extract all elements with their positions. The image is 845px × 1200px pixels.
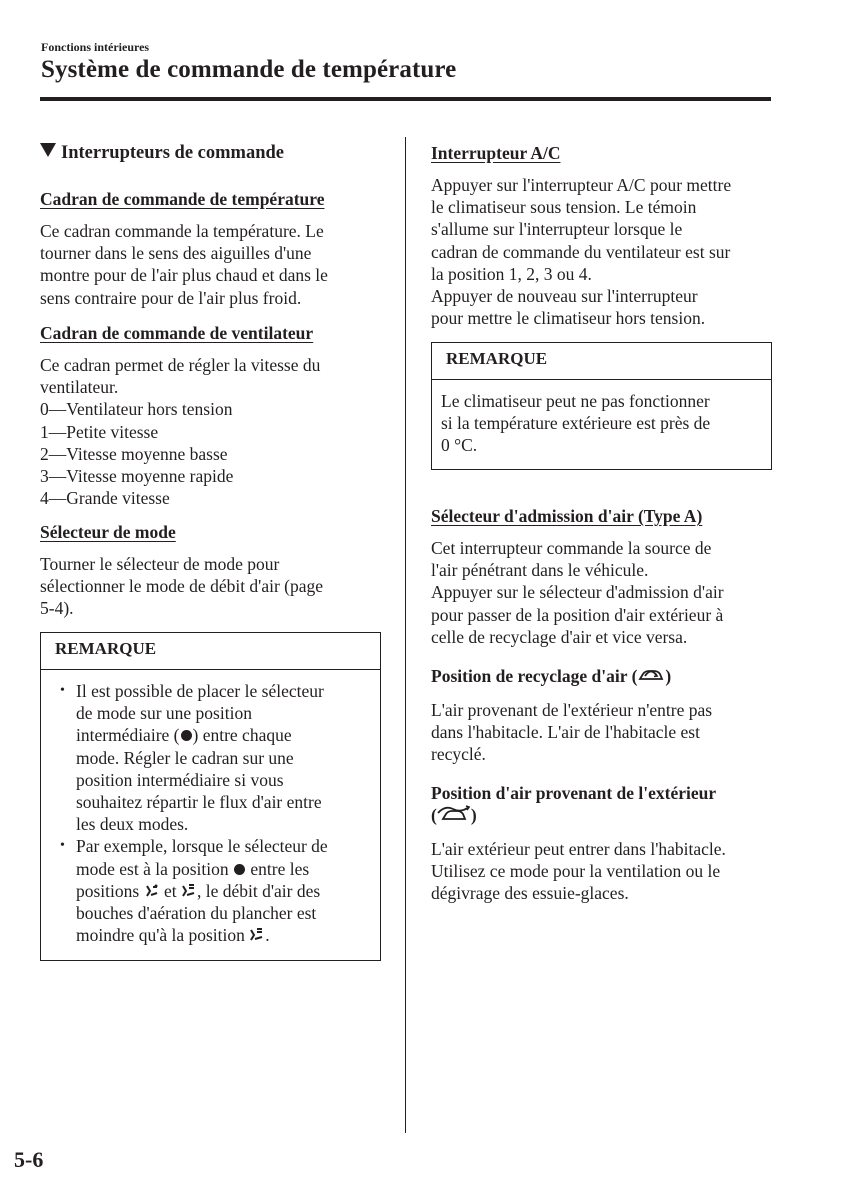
text-line: souhaitez répartir le flux d'air entre (76, 792, 322, 813)
outside-air-heading (431, 782, 772, 826)
text-line: de mode sur une position (76, 703, 252, 724)
mode-selector-heading: Sélecteur de mode (40, 522, 176, 542)
text-line: le climatiseur sous tension. Le témoin (431, 197, 697, 218)
text-line: l'air pénétrant dans le véhicule. (431, 560, 649, 581)
text-line: sens contraire pour de l'air plus froid. (40, 287, 302, 308)
text-fragment: mode est à la position (76, 858, 229, 879)
text-line: • Par exemple, lorsque le sélecteur de (76, 836, 328, 857)
recirc-text (431, 699, 772, 766)
intake-text (431, 537, 772, 648)
temp-dial-heading: Cadran de commande de température (40, 189, 325, 209)
floor-vent-icon (144, 883, 160, 899)
text-line: 5-4). (40, 598, 74, 619)
section-heading-text: Interrupteurs de commande (61, 143, 285, 163)
floor-defrost-vent-icon (181, 883, 197, 899)
intake-block (431, 505, 772, 648)
text-line: cadran de commande du ventilateur est sur (431, 241, 731, 262)
filled-dot-icon (181, 730, 192, 741)
temp-dial-text (40, 220, 381, 309)
section-heading (40, 143, 284, 164)
outside-air-block (431, 782, 772, 905)
text-line: Position d'air provenant de l'extérieur (431, 783, 717, 803)
text-line: pour passer de la position d'air extérieur à (431, 604, 724, 625)
text-fragment: et (163, 880, 177, 901)
text-line: position intermédiaire si vous (76, 769, 284, 790)
text-line: Le climatiseur peut ne pas fonctionner (441, 391, 710, 411)
title-rule (40, 97, 771, 101)
recirc-block (431, 665, 772, 766)
text-line: bouches d'aération du plancher est (76, 903, 317, 924)
text-line: 0 °C. (441, 435, 478, 456)
outside-air-text (431, 838, 772, 905)
text-fragment: ) entre chaque (192, 725, 292, 746)
fan-dial-heading: Cadran de commande de ventilateur (40, 323, 314, 343)
text-line: mode. Régler le cadran sur une (76, 747, 294, 768)
text-line: si la température extérieure est près de (441, 413, 711, 434)
page-number: 5-6 (14, 1147, 44, 1172)
text-line: Utilisez ce mode pour la ventilation ou le (431, 861, 721, 882)
text-line: dans l'habitacle. L'air de l'habitacle est (431, 722, 700, 743)
intake-heading: Sélecteur d'admission d'air (Type A) (431, 506, 703, 526)
text-fragment: ) (665, 666, 672, 686)
text-fragment: positions (76, 880, 140, 901)
note-bullet (55, 835, 368, 946)
fan-speed-item: 1—Petite vitesse (40, 421, 159, 442)
text-line (76, 924, 368, 946)
text-line: tourner dans le sens des aiguilles d'une (40, 243, 312, 264)
text-fragment: Position de recyclage d'air ( (431, 666, 638, 686)
note-title: REMARQUE (432, 343, 771, 380)
text-line (431, 804, 772, 826)
column-divider (405, 137, 406, 1133)
text-fragment: moindre qu'à la position (76, 925, 245, 946)
text-line: pour mettre le climatiseur hors tension. (431, 308, 706, 329)
mode-selector-block (40, 521, 381, 620)
filled-dot-icon (234, 864, 245, 875)
note-bullet-list (55, 680, 368, 946)
recirculation-car-icon (637, 666, 665, 684)
text-line: celle de recyclage d'air et vice versa. (431, 626, 688, 647)
text-line: Ce cadran permet de régler la vitesse du (40, 355, 321, 375)
floor-defrost-vent-icon (249, 927, 265, 943)
text-fragment: , le débit d'air des (196, 880, 321, 901)
section-label: Fonctions intérieures (41, 40, 150, 54)
text-line: montre pour de l'air plus chaud et dans le (40, 265, 328, 286)
text-line: Appuyer sur le sélecteur d'admission d'air (431, 582, 724, 603)
text-line: la position 1, 2, 3 ou 4. (431, 263, 592, 284)
temp-dial-block (40, 188, 381, 309)
text-line: Appuyer sur l'interrupteur A/C pour mettre (431, 175, 732, 195)
text-line (76, 858, 368, 880)
text-line: Appuyer de nouveau sur l'interrupteur (431, 286, 698, 307)
text-fragment: ( (431, 805, 437, 825)
note-body (432, 380, 771, 457)
text-line: L'air provenant de l'extérieur n'entre pas (431, 700, 713, 720)
recirc-heading (431, 665, 772, 687)
text-line: ventilateur. (40, 377, 119, 398)
note-body (41, 670, 380, 946)
fan-speed-item: 3—Vitesse moyenne rapide (40, 466, 234, 487)
text-line: dégivrage des essuie-glaces. (431, 883, 629, 904)
text-line: L'air extérieur peut entrer dans l'habitacle. (431, 839, 726, 859)
text-fragment: . (265, 925, 270, 946)
mode-selector-text (40, 553, 381, 620)
fan-speed-item: 0—Ventilateur hors tension (40, 399, 233, 420)
note-box (431, 342, 772, 470)
text-line: s'allume sur l'interrupteur lorsque le (431, 219, 683, 240)
text-line (76, 724, 368, 746)
ac-heading: Interrupteur A/C (431, 143, 561, 163)
text-line: • Il est possible de placer le sélecteur (76, 681, 324, 701)
fan-dial-block (40, 322, 381, 509)
page-title: Système de commande de température (41, 56, 457, 83)
text-line (76, 880, 368, 902)
text-line: sélectionner le mode de débit d'air (page (40, 576, 324, 597)
fan-dial-text (40, 354, 381, 509)
note-bullet (55, 680, 368, 835)
text-fragment: ) (470, 805, 477, 825)
outside-air-car-icon (437, 805, 471, 823)
note-title: REMARQUE (41, 633, 380, 670)
text-fragment: intermédiaire ( (76, 725, 180, 746)
ac-text (431, 174, 772, 329)
text-line: Ce cadran commande la température. Le (40, 221, 324, 241)
note-box (40, 632, 381, 961)
text-line: les deux modes. (76, 814, 189, 835)
fan-speed-item: 4—Grande vitesse (40, 488, 170, 509)
triangle-marker-icon (40, 143, 56, 157)
text-line: Cet interrupteur commande la source de (431, 538, 712, 558)
text-line: recyclé. (431, 744, 486, 765)
ac-block (431, 142, 772, 329)
text-line: Tourner le sélecteur de mode pour (40, 554, 280, 574)
text-fragment: entre les (250, 858, 310, 879)
fan-speed-item: 2—Vitesse moyenne basse (40, 443, 228, 464)
